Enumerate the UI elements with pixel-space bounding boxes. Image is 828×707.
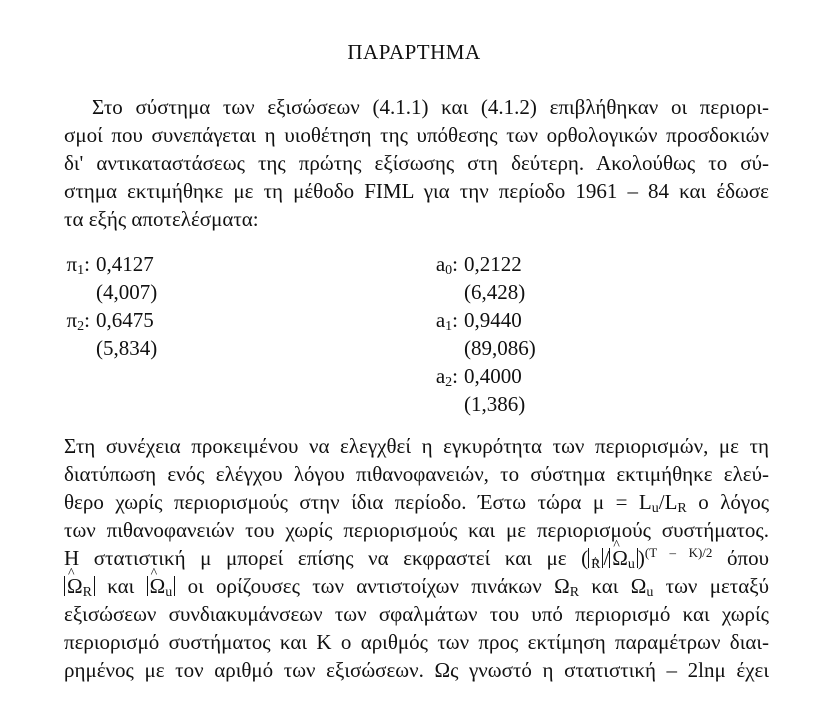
symbol: π (66, 308, 78, 332)
result-a1: $a_1$: 0,9440 (435, 308, 522, 334)
t-statistic: (1,386) (464, 392, 526, 416)
exponent: (T – K)/2 (644, 545, 713, 560)
text-line: δι' αντικαταστάσεως της πρώτης εξίσωσης στη δεύτερη. Ακολούθως το σύ- (64, 151, 769, 175)
result-pi2: $\pi_2$: 0,6475 (66, 308, 154, 334)
formula-mu: $\mu = L_u/L_R$ (592, 490, 687, 516)
symbol: a (435, 308, 446, 332)
symbol: π (66, 252, 78, 276)
text-line: σμοί που συνεπάγεται η υιοθέτηση της υπόθεσης των ορθολογικών προσδοκιών (64, 123, 769, 147)
text-line: Στη συνέχεια προκειμένου να ελεγχθεί η εγκυρότητα των περιορισμών, με τη (64, 434, 769, 458)
result-a1-t (400, 334, 536, 362)
coef-value: 0,4000 (464, 364, 522, 388)
result-pi1: $\pi_1$: 0,4127 (66, 252, 154, 278)
symbol: a (435, 252, 446, 276)
body-paragraph (64, 432, 769, 684)
result-pi1-t (35, 278, 157, 306)
subscript: 2 (445, 375, 453, 390)
subscript: 1 (77, 263, 85, 278)
coef-value: 0,4127 (96, 252, 154, 276)
result-a2-t (400, 390, 525, 418)
text-line: Στο σύστημα των εξισώσεων (4.1.1) και (4.1.2) επιβλήθηκαν οι περιορι- (92, 95, 769, 119)
subscript: 2 (77, 319, 85, 334)
text-line: τα εξής αποτελέσματα: (64, 207, 259, 231)
text-line: περιορισμό συστήματος και Κ ο αριθμός των προς εκτίμηση παραμέτρων διαι- (64, 630, 769, 654)
text-line: διατύπωση ενός ελέγχου λόγου πιθανοφανειών, το σύστημα εκτιμήθηκε ελεύ- (64, 462, 769, 486)
symbol: a (435, 364, 446, 388)
determinant-omega-u: ^ $\Omega_u$ (609, 548, 638, 568)
text-line-statistic: Η στατιστική μ μπορεί επίσης να εκφραστεί και με ( $_R$ /^ $\Omega_u$ )$^{(T - K)/2}$ όπου (64, 544, 769, 572)
determinant-omega-r: ^ $\Omega_R$ (64, 576, 95, 596)
matrix-omega-u: $\Omega_u$ (630, 574, 654, 600)
result-pi2-t (35, 334, 157, 362)
coef-value: 0,2122 (464, 252, 522, 276)
t-statistic: (4,007) (96, 280, 158, 304)
text-line-determinants: ^ $\Omega_R$ και ^ $\Omega_u$ οι ορίζουσες των αντιστοίχων πινάκων $\Omega_R$ και $\Omega_u$ των μεταξύ (64, 572, 769, 600)
subscript: 1 (445, 319, 453, 334)
t-statistic: (6,428) (464, 280, 526, 304)
matrix-omega-r: $\Omega_R$ (554, 574, 580, 600)
appendix-title: ΠΑΡΑΡΤΗΜΑ (347, 40, 481, 64)
intro-paragraph (64, 93, 769, 233)
result-a0-t (400, 278, 525, 306)
result-a2: $a_2$: 0,4000 (435, 364, 522, 390)
coef-value: 0,9440 (464, 308, 522, 332)
determinant-omega-r: R (588, 548, 603, 568)
t-statistic: (89,086) (464, 336, 536, 360)
result-a0: $a_0$: 0,2122 (435, 252, 522, 278)
coef-value: 0,6475 (96, 308, 154, 332)
t-statistic: (5,834) (96, 336, 158, 360)
text-line-likelihood-ratio: θερο χωρίς περιορισμούς στην ίδια περίοδο. Έστω τώρα $\mu = L_u/L_R$ ο λόγος (64, 490, 770, 516)
text-line: των πιθανοφανειών του χωρίς περιορισμούς και με περιορισμούς συστήματος. (64, 518, 769, 542)
text-line: ρημένος με τον αριθμό των εξισώσεων. Ως γνωστό η στατιστική – 2lnμ έχει (64, 658, 769, 682)
determinant-omega-u: ^ $\Omega_u$ (147, 576, 176, 596)
text-line: στημα εκτιμήθηκε με τη μέθοδο FIML για την περίοδο 1961 – 84 και έδωσε (64, 179, 769, 203)
text-line: εξισώσεων συνδιακυμάνσεων των σφαλμάτων του υπό περιορισμό και χωρίς (64, 602, 769, 626)
subscript: 0 (445, 263, 453, 278)
